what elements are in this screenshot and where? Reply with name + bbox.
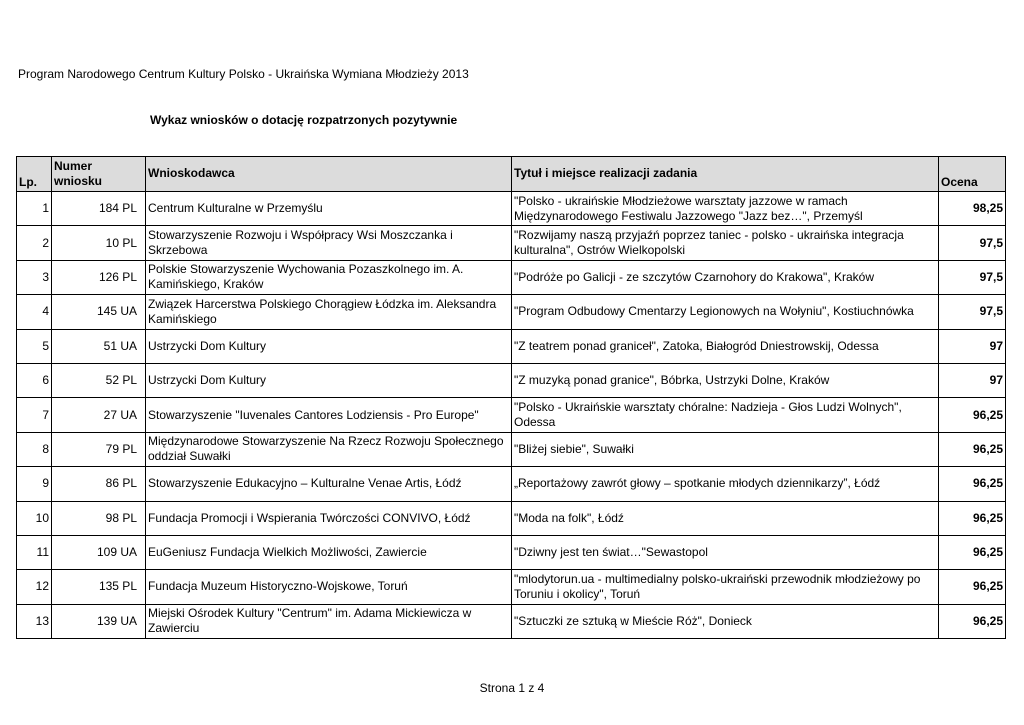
cell-task: "mlodytorun.ua - multimedialny polsko-ukraiński przewodnik młodzieżowy po Toruniu i okolicy", Toruń — [512, 570, 939, 604]
cell-lp: 2 — [17, 226, 52, 260]
cell-applicant: Stowarzyszenie "Iuvenales Cantores Lodziensis - Pro Europe" — [146, 398, 512, 432]
cell-number: 145 UA — [52, 295, 146, 329]
table-row — [17, 467, 1006, 501]
table-row — [17, 432, 1006, 466]
applications-table — [16, 156, 1006, 639]
header-number — [52, 157, 146, 192]
cell-number: 135 PL — [52, 570, 146, 604]
table-row — [17, 329, 1006, 363]
program-title: Program Narodowego Centrum Kultury Polsko - Ukraińska Wymiana Młodzieży 2013 — [18, 67, 469, 81]
header-applicant: Wnioskodawca — [146, 157, 512, 192]
cell-number: 51 UA — [52, 329, 146, 363]
cell-score: 96,25 — [939, 398, 1006, 432]
cell-lp: 11 — [17, 535, 52, 569]
header-number-line2: wniosku — [54, 173, 103, 188]
cell-number: 79 PL — [52, 432, 146, 466]
page-number: Strona 1 z 4 — [479, 681, 545, 695]
cell-number: 10 PL — [52, 226, 146, 260]
cell-lp: 13 — [17, 604, 52, 638]
cell-applicant: Centrum Kulturalne w Przemyślu — [146, 192, 512, 226]
cell-task: "Podróże po Galicji - ze szczytów Czarnohory do Krakowa", Kraków — [512, 260, 939, 294]
header-task: Tytuł i miejsce realizacji zadania — [512, 157, 939, 192]
cell-lp: 10 — [17, 501, 52, 535]
cell-number: 184 PL — [52, 192, 146, 226]
table-row — [17, 398, 1006, 432]
cell-number: 139 UA — [52, 604, 146, 638]
cell-score: 97,5 — [939, 226, 1006, 260]
cell-score: 97,5 — [939, 260, 1006, 294]
cell-number: 109 UA — [52, 535, 146, 569]
cell-applicant: Polskie Stowarzyszenie Wychowania Pozaszkolnego im. A. Kamińskiego, Kraków — [146, 260, 512, 294]
cell-applicant: Stowarzyszenie Edukacyjno – Kulturalne Venae Artis, Łódź — [146, 467, 512, 501]
cell-task: "Z teatrem ponad graniceł", Zatoka, Białogród Dniestrowskij, Odessa — [512, 329, 939, 363]
cell-score: 97 — [939, 363, 1006, 397]
cell-score: 97,5 — [939, 295, 1006, 329]
cell-applicant: Międzynarodowe Stowarzyszenie Na Rzecz Rozwoju Społecznego oddział Suwałki — [146, 432, 512, 466]
table-row — [17, 192, 1006, 226]
cell-number: 86 PL — [52, 467, 146, 501]
cell-task: "Program Odbudowy Cmentarzy Legionowych na Wołyniu", Kostiuchnówka — [512, 295, 939, 329]
table-header-row — [17, 157, 1006, 192]
cell-lp: 7 — [17, 398, 52, 432]
cell-task: "Z muzyką ponad granice", Bóbrka, Ustrzyki Dolne, Kraków — [512, 363, 939, 397]
cell-score: 97 — [939, 329, 1006, 363]
table-row — [17, 295, 1006, 329]
cell-lp: 3 — [17, 260, 52, 294]
table-row — [17, 260, 1006, 294]
cell-score: 96,25 — [939, 604, 1006, 638]
cell-score: 96,25 — [939, 535, 1006, 569]
header-lp: Lp. — [17, 157, 52, 192]
table-row — [17, 226, 1006, 260]
cell-lp: 5 — [17, 329, 52, 363]
cell-applicant: EuGeniusz Fundacja Wielkich Możliwości, Zawiercie — [146, 535, 512, 569]
table-row — [17, 604, 1006, 638]
cell-lp: 6 — [17, 363, 52, 397]
cell-lp: 12 — [17, 570, 52, 604]
cell-number: 27 UA — [52, 398, 146, 432]
list-title: Wykaz wniosków o dotację rozpatrzonych pozytywnie — [150, 113, 458, 127]
cell-number: 98 PL — [52, 501, 146, 535]
cell-score: 96,25 — [939, 501, 1006, 535]
cell-score: 96,25 — [939, 467, 1006, 501]
cell-applicant: Związek Harcerstwa Polskiego Chorągiew Łódzka im. Aleksandra Kamińskiego — [146, 295, 512, 329]
cell-task: "Rozwijamy naszą przyjaźń poprzez taniec - polsko - ukraińska integracja kulturalna", Ostrów Wielkopolski — [512, 226, 939, 260]
table-row — [17, 501, 1006, 535]
cell-applicant: Fundacja Muzeum Historyczno-Wojskowe, Toruń — [146, 570, 512, 604]
cell-applicant: Stowarzyszenie Rozwoju i Współpracy Wsi Moszczanka i Skrzebowa — [146, 226, 512, 260]
cell-number: 52 PL — [52, 363, 146, 397]
cell-score: 98,25 — [939, 192, 1006, 226]
cell-task: "Dziwny jest ten świat…"Sewastopol — [512, 535, 939, 569]
cell-task: "Moda na folk", Łódź — [512, 501, 939, 535]
cell-applicant: Miejski Ośrodek Kultury "Centrum" im. Adama Mickiewicza w Zawierciu — [146, 604, 512, 638]
cell-applicant: Fundacja Promocji i Wspierania Twórczości CONVIVO, Łódź — [146, 501, 512, 535]
cell-number: 126 PL — [52, 260, 146, 294]
table-row — [17, 570, 1006, 604]
table-row — [17, 363, 1006, 397]
cell-score: 96,25 — [939, 570, 1006, 604]
cell-lp: 1 — [17, 192, 52, 226]
cell-applicant: Ustrzycki Dom Kultury — [146, 363, 512, 397]
cell-lp: 9 — [17, 467, 52, 501]
cell-task: "Polsko - Ukraińskie warsztaty chóralne: Nadzieja - Głos Ludzi Wolnych", Odessa — [512, 398, 939, 432]
cell-score: 96,25 — [939, 432, 1006, 466]
table-row — [17, 535, 1006, 569]
cell-lp: 4 — [17, 295, 52, 329]
cell-lp: 8 — [17, 432, 52, 466]
header-number-line1: Numer — [54, 158, 93, 173]
cell-task: "Bliżej siebie", Suwałki — [512, 432, 939, 466]
cell-applicant: Ustrzycki Dom Kultury — [146, 329, 512, 363]
cell-task: „Reportażowy zawrót głowy – spotkanie młodych dziennikarzy”, Łódź — [512, 467, 939, 501]
cell-task: "Sztuczki ze sztuką w Mieście Róż", Donieck — [512, 604, 939, 638]
cell-task: "Polsko - ukraińskie Młodzieżowe warsztaty jazzowe w ramach Międzynarodowego Festiwalu Jazzowego "Jazz bez…", Przemyśl — [512, 192, 939, 226]
header-score: Ocena — [939, 157, 1006, 192]
